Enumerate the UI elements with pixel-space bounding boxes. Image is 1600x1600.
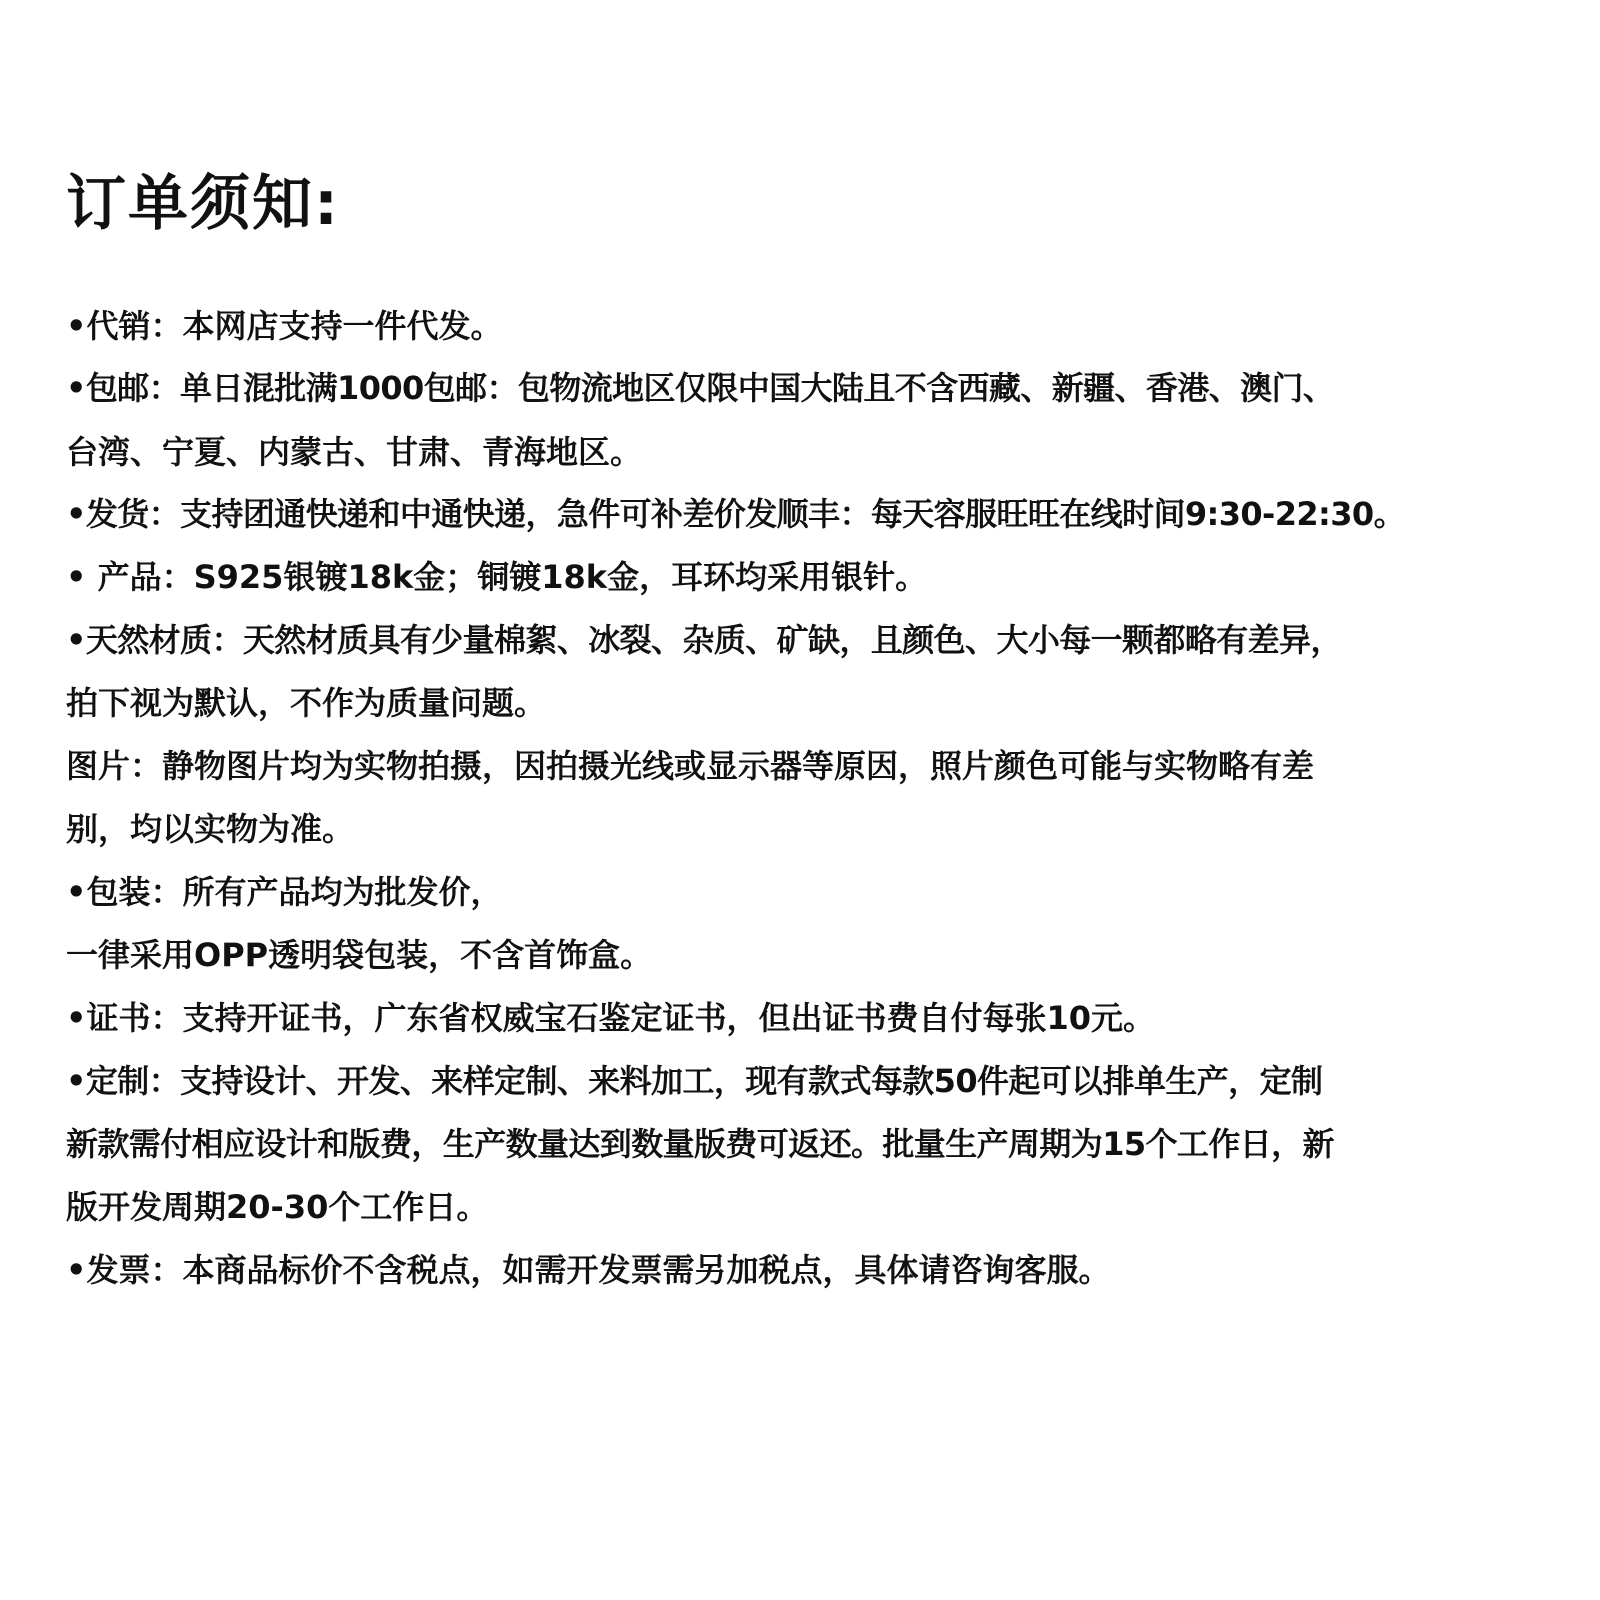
notice-line-packaging-cont: 一律采用OPP透明袋包装，不含首饰盒。 — [66, 936, 653, 974]
notice-line-customization: •定制：支持设计、开发、来样定制、来料加工，现有款式每款50件起可以排单生产，定制 — [66, 1062, 1323, 1100]
page-title: 订单须知: — [66, 169, 340, 239]
notice-line-customization-cont: 新款需付相应设计和版费，生产数量达到数量版费可返还。批量生产周期为15个工作日，新 — [66, 1125, 1334, 1163]
notice-line-natural-material: •天然材质：天然材质具有少量棉絮、冰裂、杂质、矿缺，且颜色、大小每一颗都略有差异， — [66, 621, 1342, 659]
notice-line-certificate: •证书：支持开证书，广东省权威宝石鉴定证书，但出证书费自付每张10元。 — [66, 999, 1155, 1037]
notice-line-product: • 产品：S925银镀18k金；铜镀18k金，耳环均采用银针。 — [66, 558, 928, 596]
notice-line-customization-cont2: 版开发周期20-30个工作日。 — [66, 1188, 489, 1226]
notice-line-invoice: •发票：本商品标价不含税点，如需开发票需另加税点，具体请咨询客服。 — [66, 1251, 1111, 1289]
notice-line-delivery: •发货：支持团通快递和中通快递，急件可补差价发顺丰：每天容服旺旺在线时间9:30-22:30。 — [66, 495, 1405, 533]
notice-line-dropship: •代销：本网店支持一件代发。 — [66, 307, 503, 345]
notice-line-pictures-cont: 别，均以实物为准。 — [66, 810, 355, 848]
notice-line-free-shipping: •包邮：单日混批满1000包邮：包物流地区仅限中国大陆且不含西藏、新疆、香港、澳门、 — [66, 369, 1335, 407]
notice-line-pictures: 图片：静物图片均为实物拍摄，因拍摄光线或显示器等原因，照片颜色可能与实物略有差 — [66, 747, 1315, 785]
notice-line-packaging: •包装：所有产品均为批发价， — [66, 873, 503, 911]
notice-line-natural-material-cont: 拍下视为默认，不作为质量问题。 — [66, 684, 547, 722]
notice-line-free-shipping-cont: 台湾、宁夏、内蒙古、甘肃、青海地区。 — [66, 433, 643, 471]
